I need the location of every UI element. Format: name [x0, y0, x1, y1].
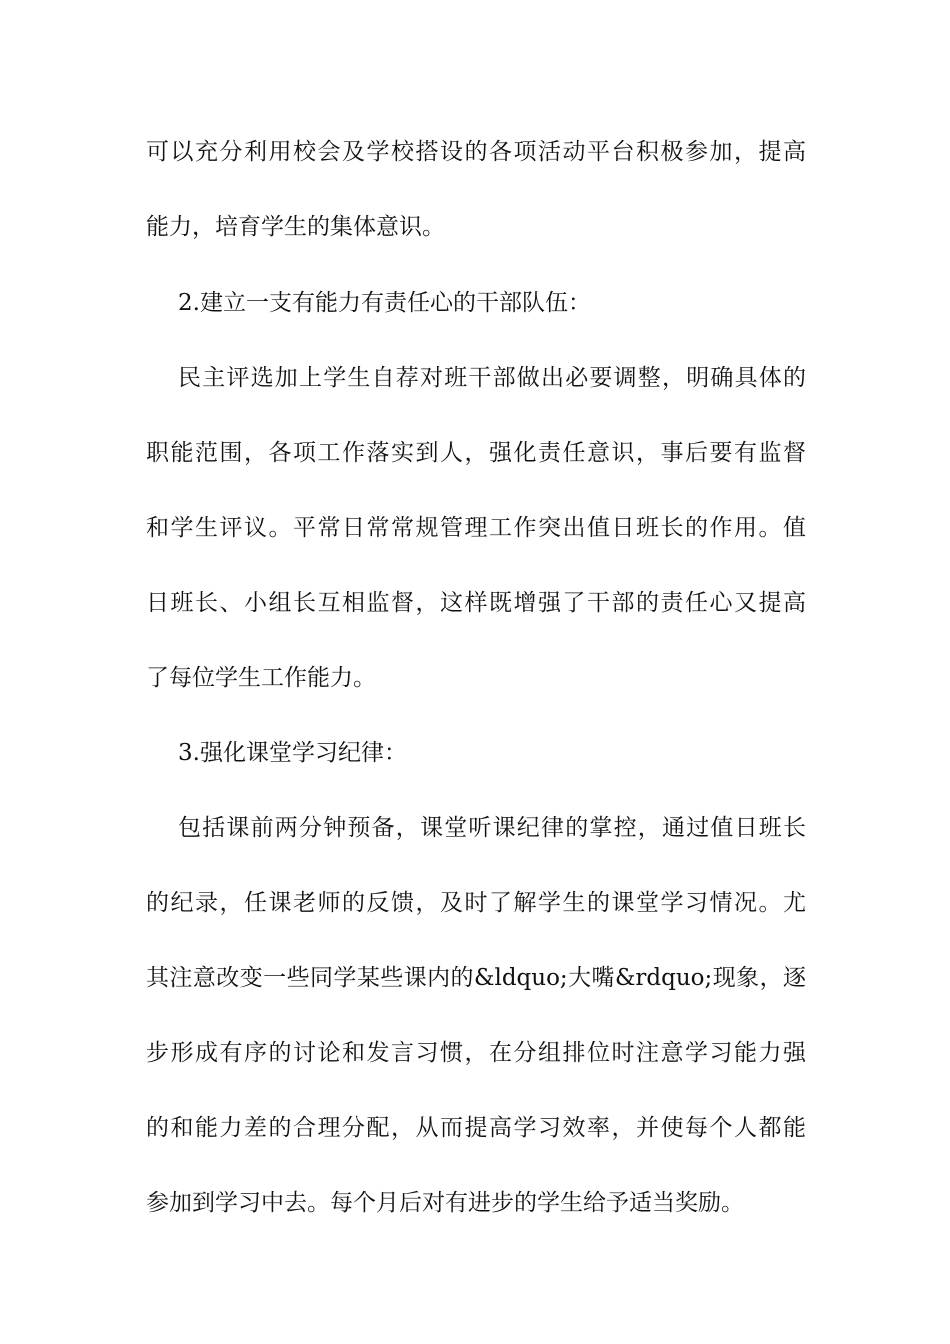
text-line: 和学生评议。平常日常常规管理工作突出值日班长的作用。值 — [146, 515, 806, 541]
text-line: 包括课前两分钟预备，课堂听课纪律的掌控，通过值日班长 — [178, 815, 806, 841]
text-line: 职能范围，各项工作落实到人，强化责任意识，事后要有监督 — [146, 440, 806, 466]
text-line: 民主评选加上学生自荐对班干部做出必要调整，明确具体的 — [178, 365, 806, 391]
text-line: 的和能力差的合理分配，从而提高学习效率，并使每个人都能 — [146, 1115, 806, 1141]
text-line: 可以充分利用校会及学校搭设的各项活动平台积极参加，提高 — [146, 139, 806, 165]
text-line: 其注意改变一些同学某些课内的&ldquo;大嘴&rdquo;现象，逐 — [146, 965, 806, 991]
text-line: 参加到学习中去。每个月后对有进步的学生给予适当奖励。 — [146, 1190, 744, 1216]
text-line: 的纪录，任课老师的反馈，及时了解学生的课堂学习情况。尤 — [146, 890, 806, 916]
text-line: 了每位学生工作能力。 — [146, 665, 376, 691]
section-heading: 3.强化课堂学习纪律： — [178, 740, 407, 766]
text-line: 能力，培育学生的集体意识。 — [146, 214, 445, 240]
text-line: 步形成有序的讨论和发言习惯，在分组排位时注意学习能力强 — [146, 1040, 806, 1066]
text-line: 日班长、小组长互相监督，这样既增强了干部的责任心又提高 — [146, 590, 806, 616]
section-heading: 2.建立一支有能力有责任心的干部队伍： — [178, 290, 591, 316]
